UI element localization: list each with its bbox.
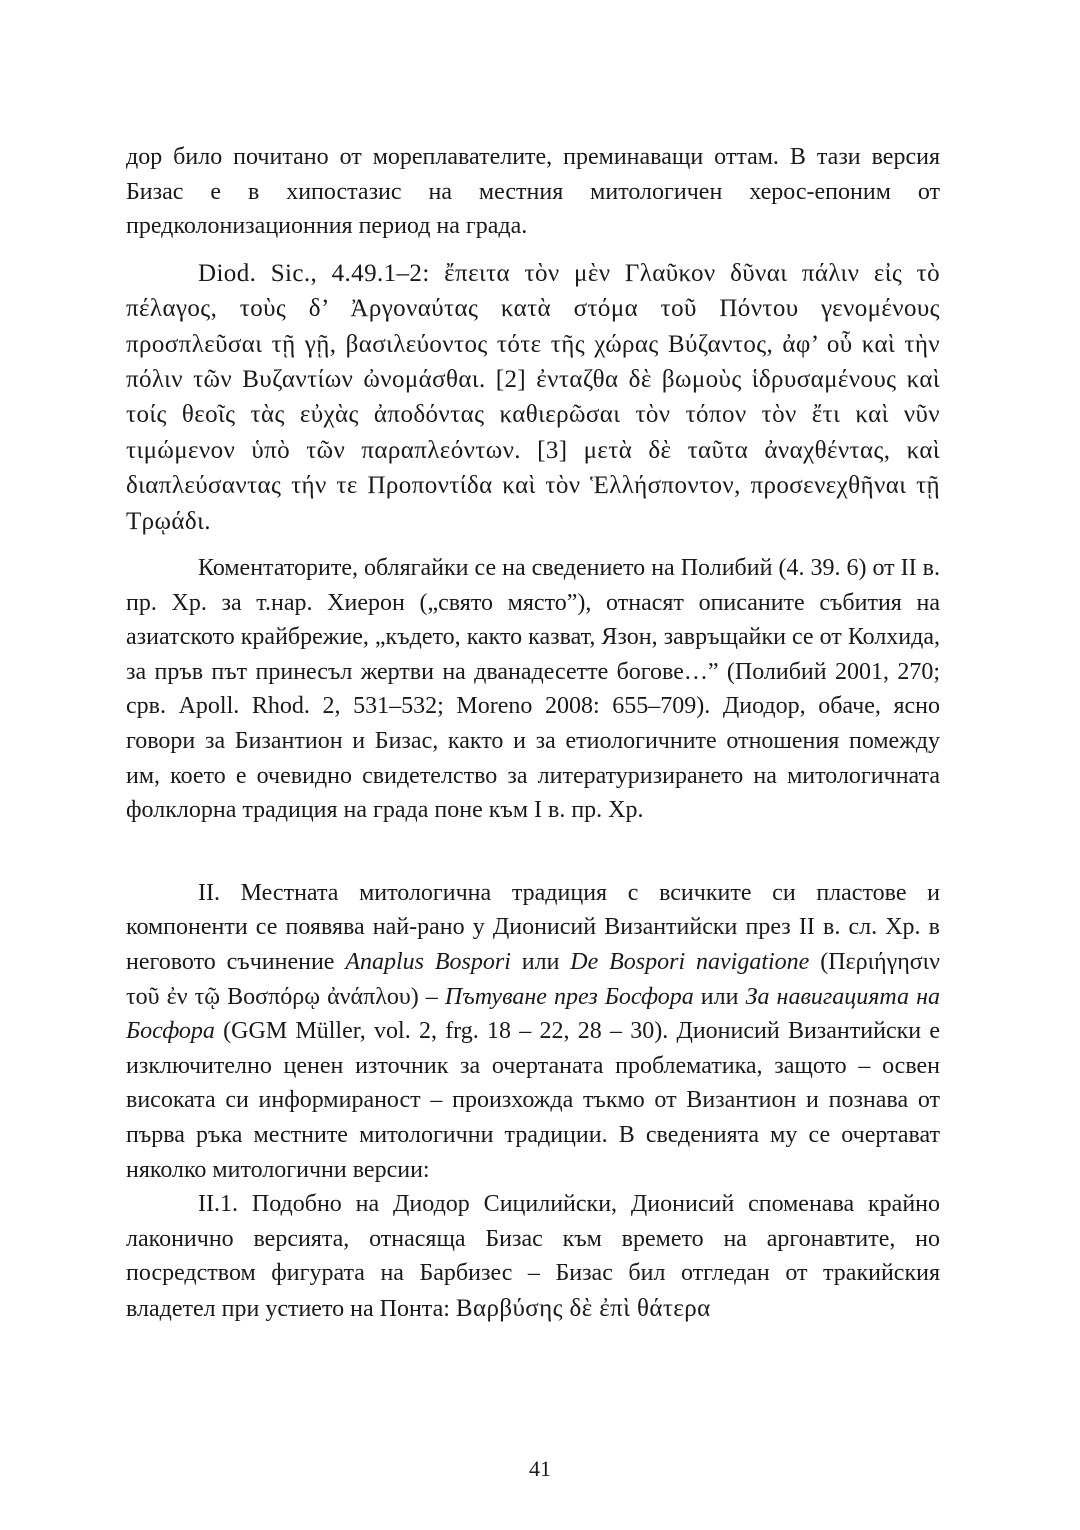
work-title-bulgarian-1: Пътуване през Босфора: [444, 983, 694, 1010]
page-body: [126, 140, 940, 1327]
greek-quote-inline: Βαρβύσης δὲ ἐπὶ θάτερα: [455, 1294, 711, 1322]
citation-reference: Diod. Sic., 4.49.1–2:: [198, 259, 445, 287]
paragraph-section-ii: [126, 876, 940, 1187]
work-title-latin-1: Anaplus Bospori: [345, 948, 511, 975]
section-ii-text-b: или: [510, 948, 571, 975]
greek-quote-text: ἔπειτα τὸν μὲν Γλαῦκον δῦναι πάλιν εἰς τὸ πέλαγος, τοὺς δ’ Ἀργοναύτας κατὰ στόμα τοῦ Πόντου γενομένους προσπλεῦσαι τῇ γῇ, βασιλεύοντος τότε τῆς χώρας Βύζαντος, ἀφ’ οὗ καὶ τὴν πόλιν τῶν Βυζαντίων ὠνομάσθαι. [2] ἐνταζθα δὲ βωμοὺς ἱδρυσαμένους καὶ τοίς θεοῖς τὰς εὐχὰς ἀποδόντας καθιερῶσαι τὸν τόπον τὸν ἔτι καὶ νῦν τιμώμενον ὑπὸ τῶν παραπλεόντων. [3] μετὰ δὲ ταῦτα ἀναχθέντας, καὶ διαπλεύσαντας τήν τε Προποντίδα καὶ τὸν Ἑλλήσποντον, προσενεχθῆναι τῇ Τρῳάδι.: [126, 259, 940, 535]
page-number: 41: [529, 1456, 551, 1481]
section-ii-1-text: II.1. Подобно на Диодор Сицилийски, Дионисий споменава крайно лаконично версията, отнасяща Бизас към времето на аргонавтите, но посредством фигурата на Барбизес – Бизас бил отгледан от тракийския владетел при устието на Понта:: [126, 1191, 940, 1322]
paragraph-continuation: дор било почитано от мореплавателите, преминаващи оттам. В тази версия Бизас е в хипостазис на местния митологичен херос-епоним от предколонизационния период на града.: [126, 144, 940, 240]
work-title-bulgarian-2: За навигацията на Босфора: [126, 983, 940, 1045]
section-ii-text-e: (GGM Müller, vol. 2, frg. 18 – 22, 28 – 30). Дионисий Византийски е изключително ценен източник за очертаната проблематика, защото – освен високата си информираност – произхожда тъкмо от Византион и познава от първа ръка местните митологични традиции. В сведенията му се очертават няколко митологични версии:: [126, 1018, 940, 1183]
paragraph-greek-quotation: [126, 256, 940, 539]
work-title-latin-2: De Bospori navigatione: [570, 948, 810, 975]
section-ii-text-a: II. Местната митологична традиция с всичките си пластове и компоненти се появява най-рано у Дионисий Византийски през II в. сл. Хр. в неговото съчинение: [126, 879, 940, 975]
paragraph-section-ii-1: [126, 1187, 940, 1326]
section-ii-text-d: или: [693, 983, 746, 1010]
paragraph-commentators: Коментаторите, облягайки се на сведението на Полибий (4. 39. 6) от II в. пр. Хр. за т.нар. Хиерон („свято място”), отнасят описаните събития на азиатското крайбрежие, „където, както казват, Язон, завръщайки се от Колхида, за пръв път принесъл жертви на дванадесетте богове…” (Полибий 2001, 270; срв. Apoll. Rhod. 2, 531–532; Moreno 2008: 655–709). Диодор, обаче, ясно говори за Бизантион и Бизас, както и за етиологичните отношения помежду им, което е очевидно свидетелство за литературизирането на митологичната фолклорна традиция на града поне към I в. пр. Хр.: [126, 555, 940, 824]
section-ii-text-c: (Περιήγησιν τοῦ ἐν τῷ Βοσπόρῳ ἀνάπλου) –: [126, 948, 940, 1010]
